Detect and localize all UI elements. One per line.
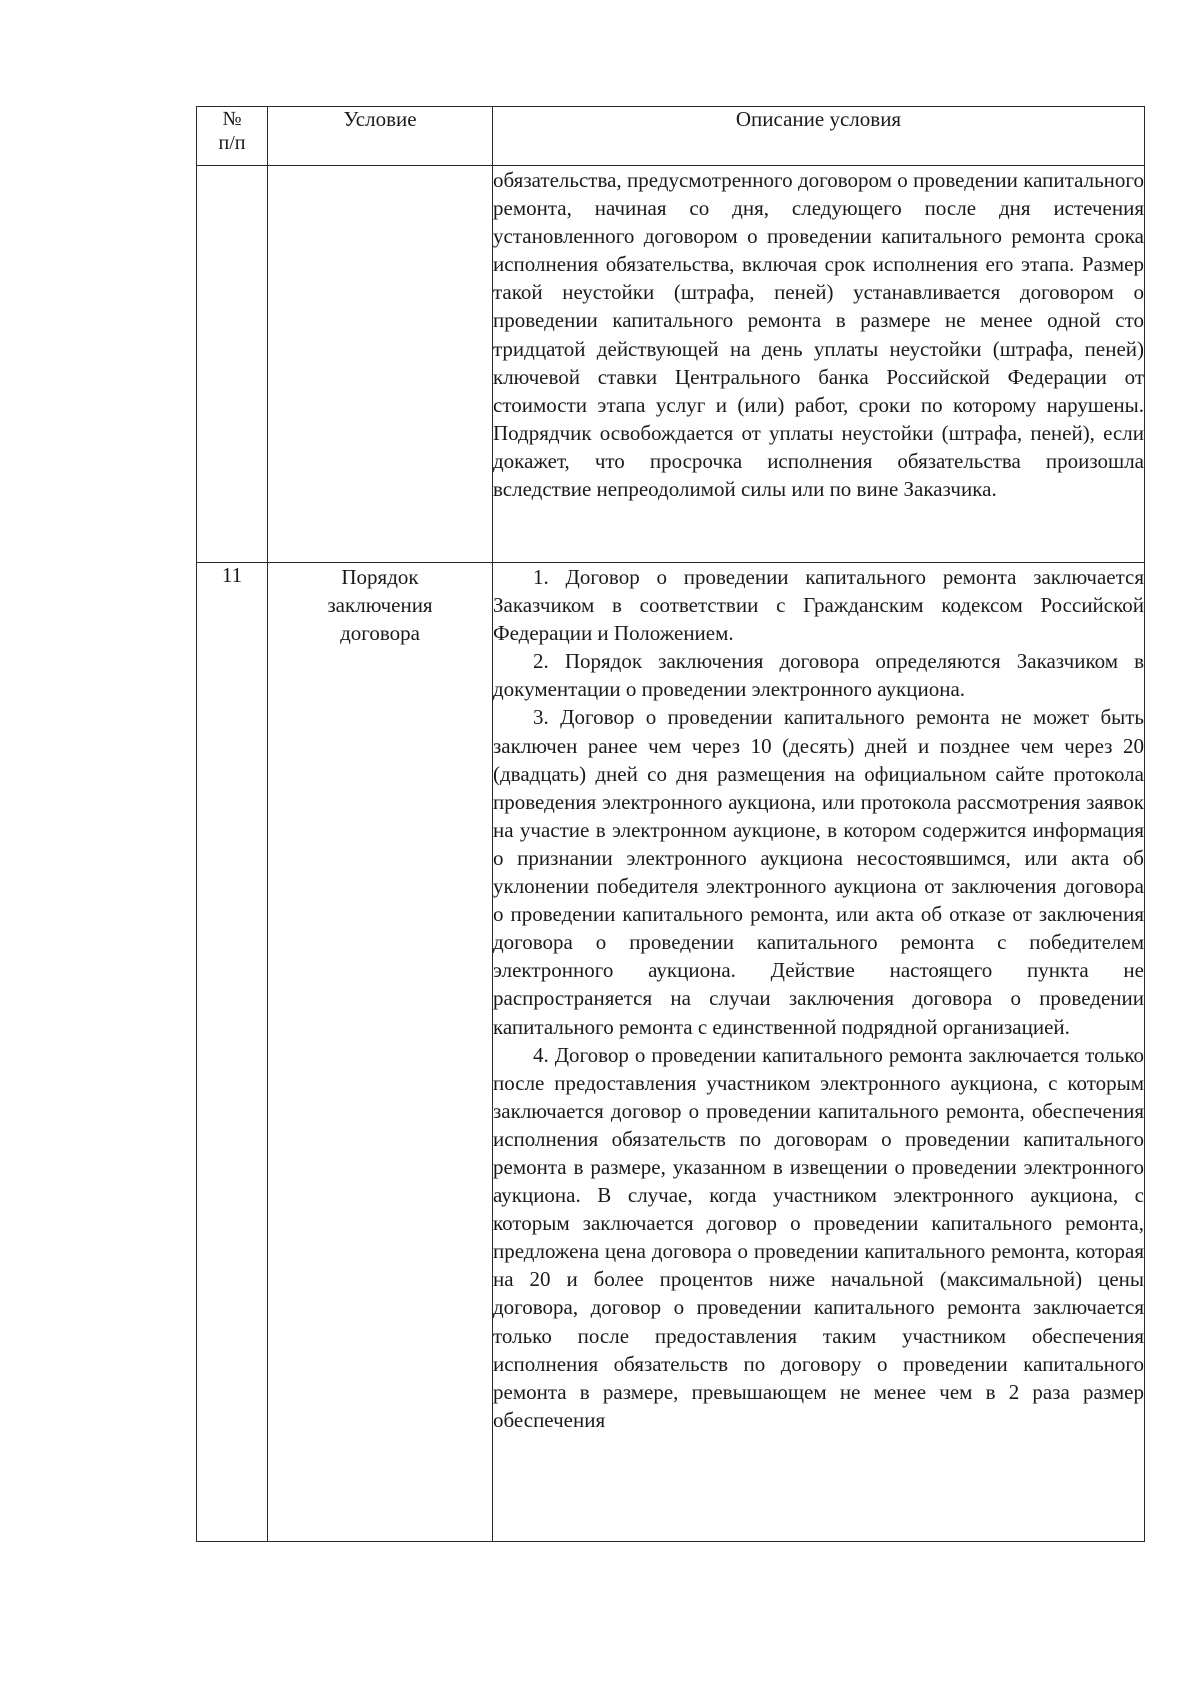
description-paragraph: 1. Договор о проведении капитального ремонта заключается Заказчиком в соответствии с Гражданским кодексом Российской Федерации и Положением. [493, 565, 1144, 646]
row-number: 11 [197, 563, 268, 1542]
condition-text-line: Порядок [341, 565, 419, 589]
description-paragraph: 4. Договор о проведении капитального ремонта заключается только после предоставления участником электронного аукциона, с которым заключается договор о проведении капитального ремонта, обеспечения исполнения обязательств по договорам о проведении капитального ремонта в размере, указанном в извещении о проведении электронного аукциона. В случае, когда участником электронного аукциона, с которым заключается договор о проведении капитального ремонта, предложена цена договора о проведении капитального ремонта, которая на 20 и более процентов ниже начальной (максимальной) цены договора, договор о проведении капитального ремонта заключается только после предоставления таким участником обеспечения исполнения обязательств по договору о проведении капитального ремонта в размере, превышающем не менее чем в 2 раза размер обеспечения [493, 1042, 1144, 1432]
description-paragraph: 2. Порядок заключения договора определяются Заказчиком в документации о проведении электронного аукциона. [493, 649, 1144, 702]
header-description: Описание условия [493, 107, 1145, 166]
row-description [493, 166, 1145, 563]
header-number [197, 107, 268, 166]
row-condition [268, 166, 493, 563]
header-condition: Условие [268, 107, 493, 166]
table-row [197, 166, 1145, 563]
conditions-table [196, 106, 1145, 1542]
condition-text-line: заключения [327, 593, 433, 617]
header-number-symbol: № [222, 108, 242, 130]
table-row [197, 563, 1145, 1542]
row-description [493, 563, 1145, 1542]
row-condition [268, 563, 493, 1542]
table-header-row [197, 107, 1145, 166]
condition-text-line: договора [340, 621, 420, 645]
row-number [197, 166, 268, 563]
description-paragraph: обязательства, предусмотренного договором о проведении капитального ремонта, начиная со дня, следующего после дня истечения установленного договором о проведении капитального ремонта срока исполнения обязательства, включая срок исполнения его этапа. Размер такой неустойки (штрафа, пеней) устанавливается договором о проведении капитального ремонта в размере не менее одной сто тридцатой действующей на день уплаты неустойки (штрафа, пеней) ключевой ставки Центрального банка Российской Федерации от стоимости этапа услуг и (или) работ, сроки по которому нарушены. Подрядчик освобождается от уплаты неустойки (штрафа, пеней), если докажет, что просрочка исполнения обязательства произошла вследствие непреодолимой силы или по вине Заказчика. [493, 168, 1144, 502]
header-number-abbr: п/п [218, 132, 246, 154]
description-paragraph: 3. Договор о проведении капитального ремонта не может быть заключен ранее чем через 10 (десять) дней и позднее чем через 20 (двадцать) дней со дня размещения на официальном сайте протокола проведения электронного аукциона, или протокола рассмотрения заявок на участие в электронном аукционе, в котором содержится информация о признании электронного аукциона несостоявшимся, или акта об уклонении победителя электронного аукциона от заключения договора о проведении капитального ремонта, или акта об отказе от заключения договора о проведении капитального ремонта с победителем электронного аукциона. Действие настоящего пункта не распространяется на случаи заключения договора о проведении капитального ремонта с единственной подрядной организацией. [493, 705, 1144, 1039]
